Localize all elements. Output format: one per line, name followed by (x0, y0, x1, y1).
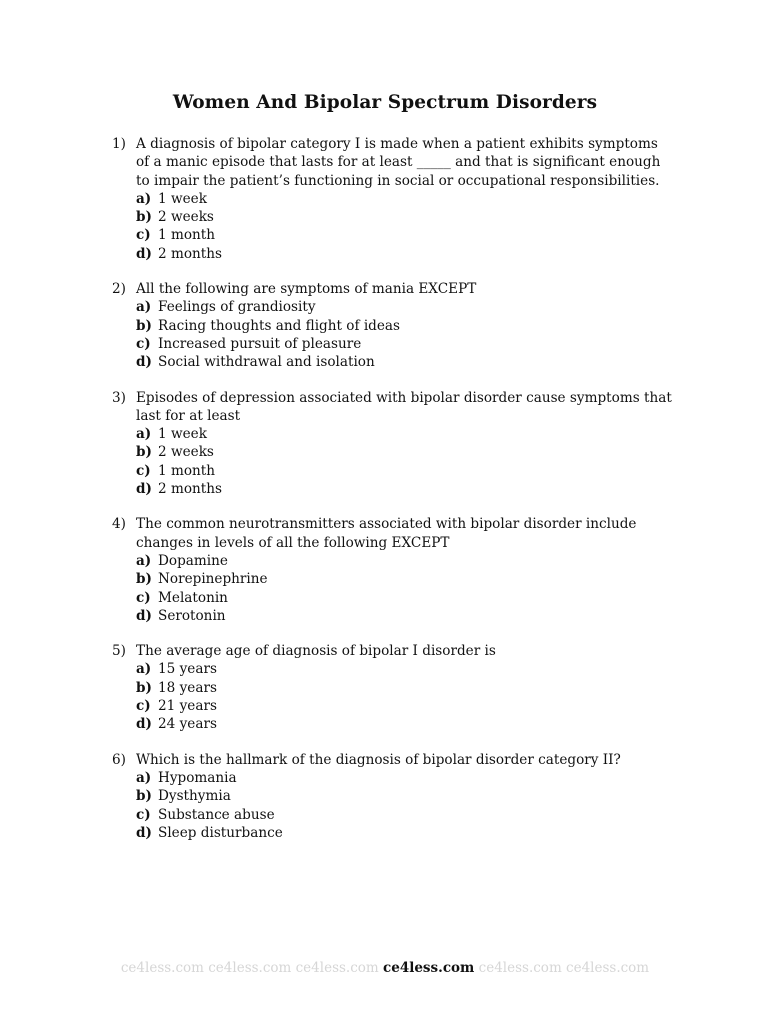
option-text: 18 years (158, 679, 217, 696)
option-letter: a) (136, 769, 152, 786)
answer-option (136, 462, 672, 480)
answer-option (136, 660, 672, 678)
option-letter: d) (136, 354, 152, 371)
answer-option (136, 787, 672, 805)
option-text: 1 week (158, 190, 207, 207)
answer-option (136, 824, 672, 842)
question-number: 3) (112, 389, 126, 406)
answer-option (136, 443, 672, 461)
option-letter: a) (136, 190, 152, 207)
answer-option (136, 298, 672, 316)
footer-site-link[interactable]: ce4less.com (383, 960, 475, 976)
footer-faded-left: ce4less.com ce4less.com ce4less.com (120, 960, 379, 976)
question-4 (112, 515, 672, 625)
option-text: Increased pursuit of pleasure (158, 335, 362, 352)
option-letter: d) (136, 716, 152, 733)
question-number: 6) (112, 751, 126, 768)
option-text: Dopamine (158, 552, 228, 569)
option-letter: c) (136, 227, 151, 244)
option-letter: b) (136, 444, 152, 461)
answer-option (136, 697, 672, 715)
option-letter: a) (136, 552, 152, 569)
option-letter: c) (136, 806, 151, 823)
footer-watermark (0, 960, 770, 976)
option-letter: c) (136, 335, 151, 352)
option-text: 2 months (158, 481, 222, 498)
answer-option (136, 769, 672, 787)
option-text: Melatonin (158, 589, 228, 606)
answer-option (136, 245, 672, 263)
question-text: The common neurotransmitters associated with bipolar disorder include changes in levels of all the following EXCEPT (136, 516, 637, 551)
option-letter: b) (136, 788, 152, 805)
option-letter: b) (136, 209, 152, 226)
answer-option (136, 353, 672, 371)
footer-faded-right: ce4less.com ce4less.com (478, 960, 650, 976)
question-number: 1) (112, 136, 126, 152)
option-text: 2 weeks (158, 444, 214, 461)
answer-option (136, 226, 672, 244)
option-letter: d) (136, 481, 152, 498)
option-text: 1 week (158, 426, 207, 443)
option-letter: b) (136, 679, 152, 696)
answer-option (136, 589, 672, 607)
answer-option (136, 425, 672, 443)
option-letter: a) (136, 299, 152, 316)
option-text: Hypomania (158, 769, 237, 786)
option-text: 2 weeks (158, 209, 214, 226)
answer-option (136, 715, 672, 733)
option-letter: c) (136, 589, 151, 606)
option-text: 2 months (158, 245, 222, 262)
answer-option (136, 480, 672, 498)
answer-option (136, 335, 672, 353)
option-text: 21 years (158, 698, 217, 715)
question-text: Episodes of depression associated with bipolar disorder cause symptoms that last for at least (136, 389, 672, 424)
option-letter: c) (136, 462, 151, 479)
option-letter: a) (136, 661, 152, 678)
question-text: The average age of diagnosis of bipolar I disorder is (136, 643, 496, 660)
question-text: A diagnosis of bipolar category I is made when a patient exhibits symptoms of a manic episode that lasts for at least _____ and that is significant enough to impair the patient’s functioning in social or occupational responsibilities. (136, 136, 661, 189)
option-text: 15 years (158, 661, 217, 678)
option-letter: c) (136, 698, 151, 715)
option-text: Substance abuse (158, 806, 275, 823)
option-text: Racing thoughts and flight of ideas (158, 317, 401, 334)
answer-option (136, 679, 672, 697)
option-letter: b) (136, 571, 152, 588)
document-title: Women And Bipolar Spectrum Disorders (172, 92, 598, 113)
answer-option (136, 570, 672, 588)
option-letter: d) (136, 607, 152, 624)
option-text: Feelings of grandiosity (158, 299, 316, 316)
option-text: Sleep disturbance (158, 824, 283, 841)
option-text: 24 years (158, 716, 217, 733)
option-text: Norepinephrine (158, 571, 268, 588)
question-number: 5) (112, 643, 126, 660)
question-5 (112, 642, 672, 733)
option-text: 1 month (158, 227, 216, 244)
question-6 (112, 751, 672, 842)
answer-option (136, 317, 672, 335)
question-number: 2) (112, 281, 126, 298)
option-text: Serotonin (158, 607, 226, 624)
question-text: Which is the hallmark of the diagnosis of bipolar disorder category II? (136, 751, 621, 768)
answer-option (136, 190, 672, 208)
option-text: 1 month (158, 462, 216, 479)
option-text: Dysthymia (158, 788, 231, 805)
question-list (112, 135, 672, 859)
answer-option (136, 607, 672, 625)
question-number: 4) (112, 516, 126, 533)
answer-option (136, 806, 672, 824)
question-1 (112, 135, 672, 263)
answer-option (136, 208, 672, 226)
answer-option (136, 552, 672, 570)
option-letter: b) (136, 317, 152, 334)
option-letter: d) (136, 245, 152, 262)
option-letter: d) (136, 824, 152, 841)
question-3 (112, 389, 672, 499)
option-letter: a) (136, 426, 152, 443)
option-text: Social withdrawal and isolation (158, 354, 375, 371)
question-text: All the following are symptoms of mania EXCEPT (136, 281, 477, 298)
question-2 (112, 280, 672, 371)
